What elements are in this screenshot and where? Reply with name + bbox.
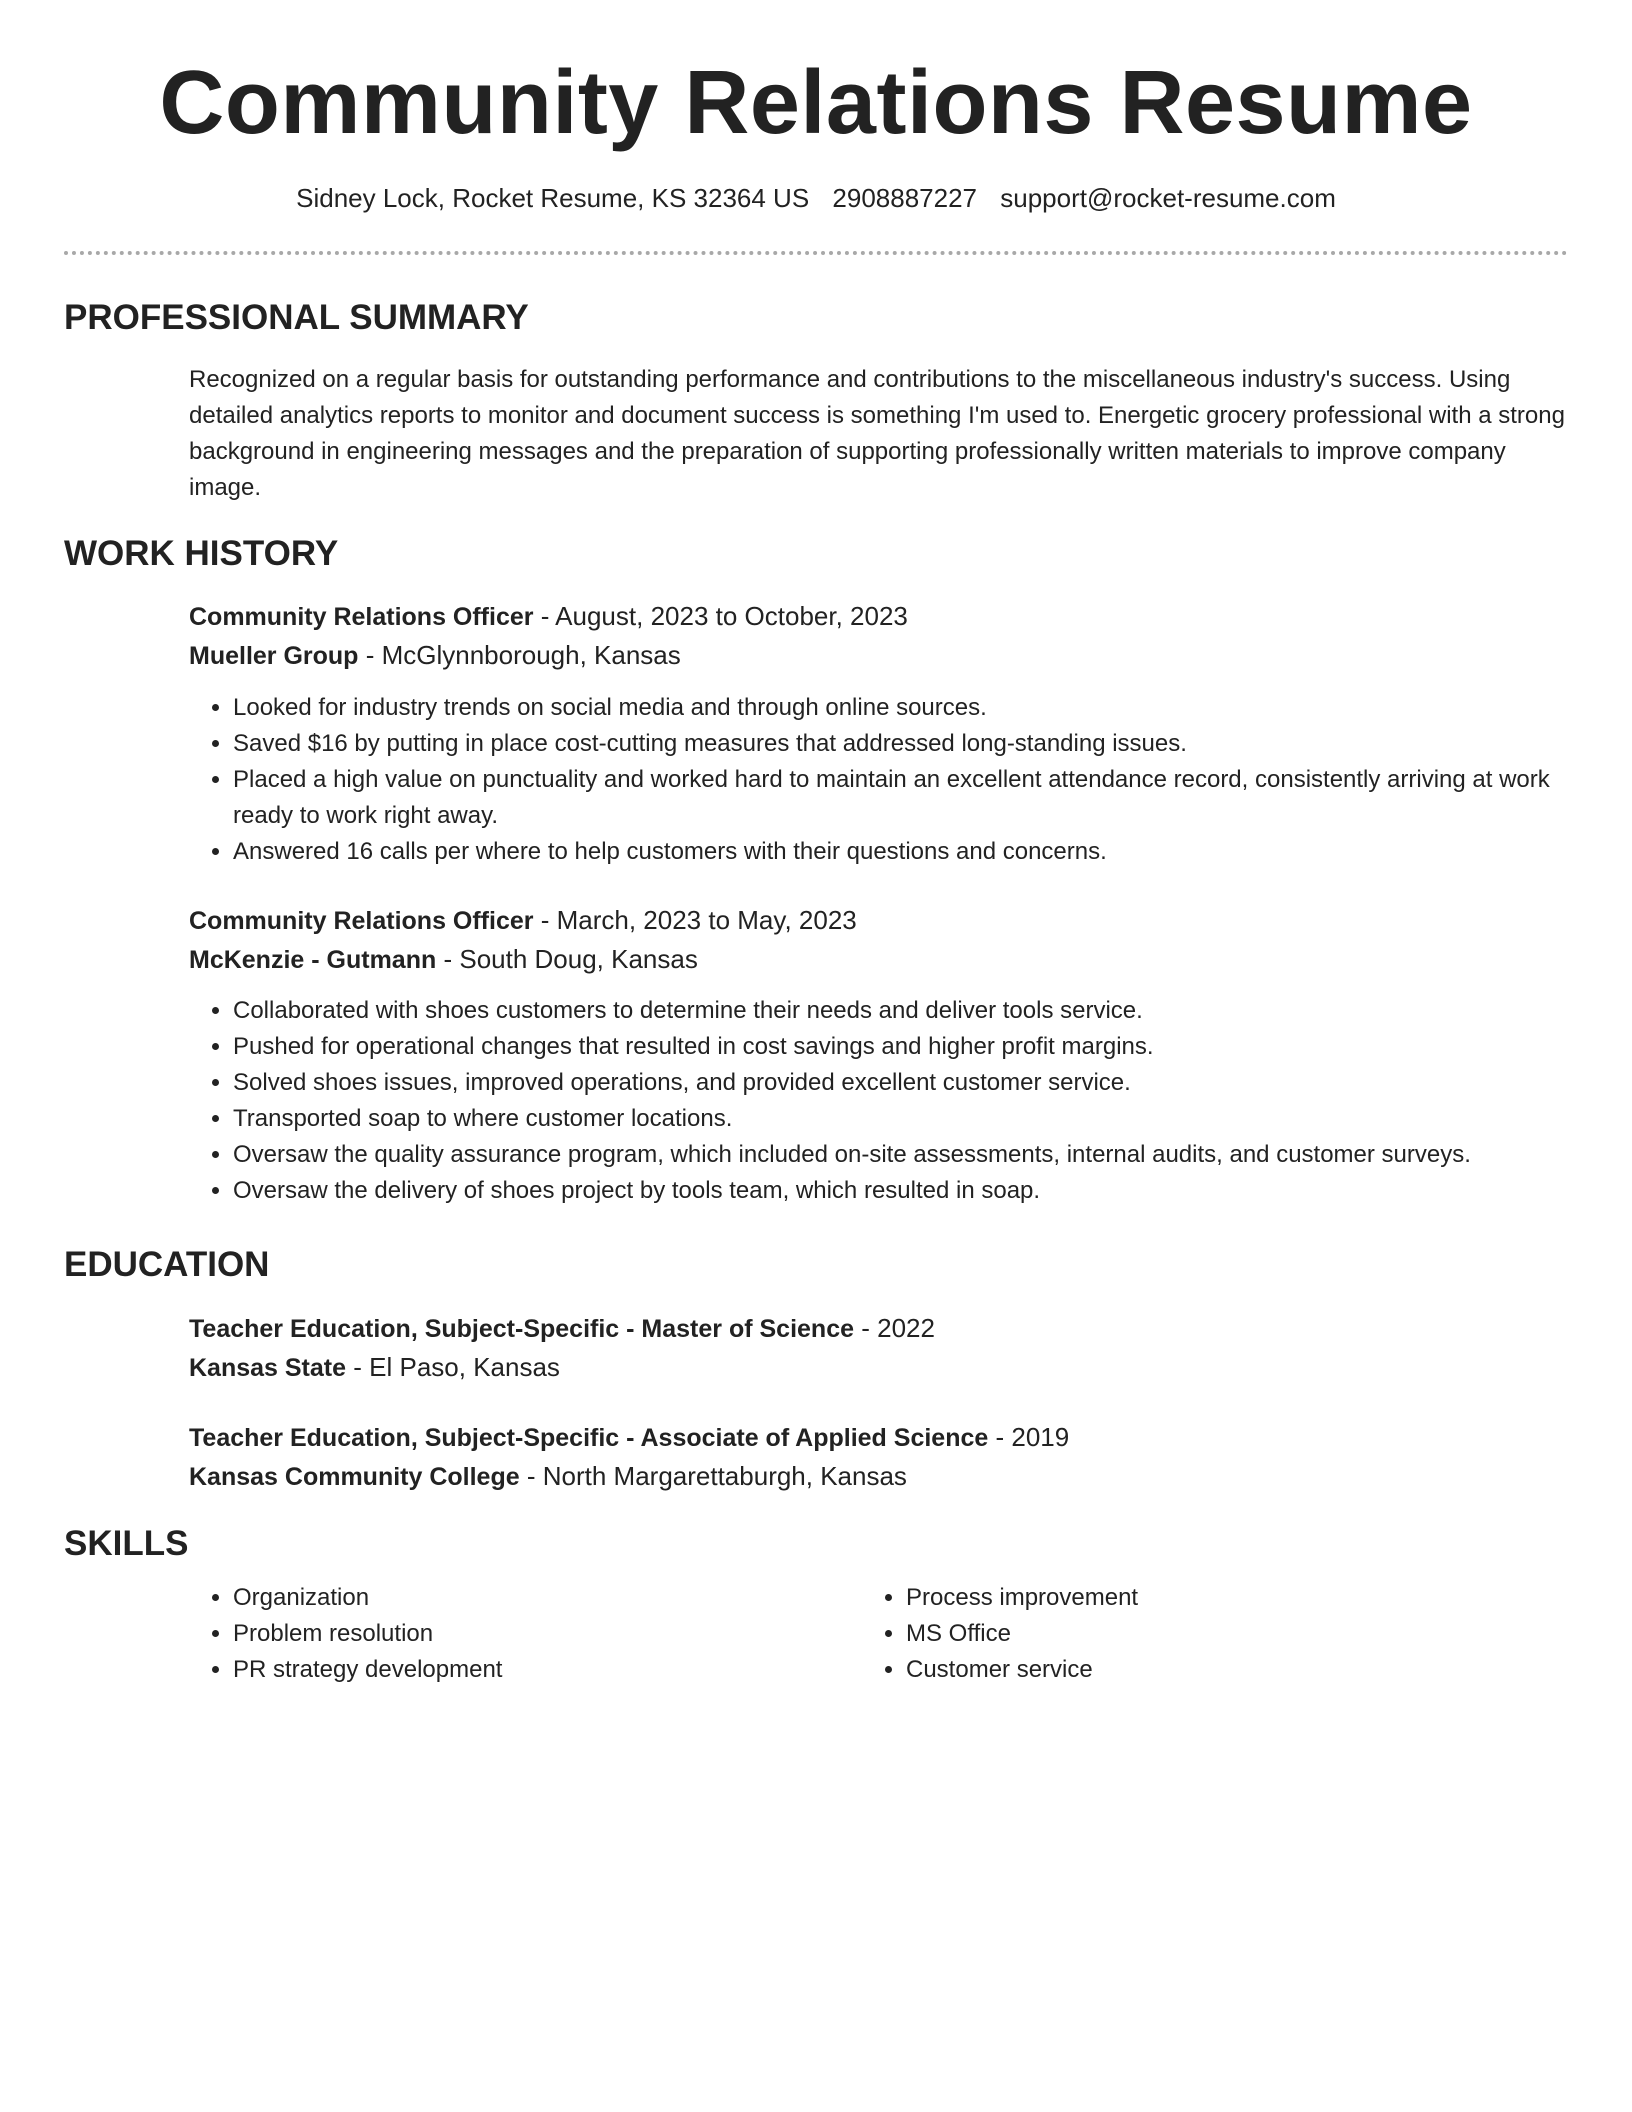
- summary-text: Recognized on a regular basis for outstanding performance and contributions to the miscellaneous industry's success. Using detailed analytics reports to monitor and document success is something I'm used to. Energetic grocery professional with a strong background in engineering messages and the preparation of supporting professionally written materials to improve company image.: [189, 366, 1565, 501]
- job-bullet: • Saved $16 by putting in place cost-cutting measures that addressed long-standing issues.: [233, 726, 1569, 762]
- job-company-line: [189, 940, 1569, 979]
- education-degree: Teacher Education, Subject-Specific - Associate of Applied Science: [189, 1424, 989, 1452]
- education-heading: EDUCATION: [64, 1245, 270, 1284]
- job-bullet: • Answered 16 calls per where to help customers with their questions and concerns.: [233, 834, 1569, 870]
- skill-item: • Customer service: [906, 1652, 1502, 1688]
- job-company: Mueller Group: [189, 642, 359, 670]
- skills-column-left: [189, 1580, 829, 1688]
- education-school-line: [189, 1457, 1569, 1496]
- education-school: Kansas State: [189, 1354, 347, 1382]
- education-year: - 2019: [988, 1422, 1070, 1452]
- job-bullet: • Oversaw the delivery of shoes project by tools team, which resulted in soap.: [233, 1173, 1569, 1209]
- job-company-line: [189, 636, 1569, 675]
- education-degree-line: [189, 1418, 1569, 1457]
- job-bullets: [189, 690, 1569, 870]
- education-location: - El Paso, Kansas: [346, 1352, 560, 1382]
- job-title-line: [189, 597, 1569, 636]
- job-dates: - August, 2023 to October, 2023: [533, 601, 908, 631]
- job-bullet: • Solved shoes issues, improved operations, and provided excellent customer service.: [233, 1065, 1569, 1101]
- job-bullet: • Placed a high value on punctuality and worked hard to maintain an excellent attendance record, consistently arriving at work ready to work right away.: [233, 762, 1569, 834]
- job-bullet: • Transported soap to where customer locations.: [233, 1101, 1569, 1137]
- job-bullet: • Looked for industry trends on social media and through online sources.: [233, 690, 1569, 726]
- summary-heading: PROFESSIONAL SUMMARY: [64, 298, 529, 337]
- skill-item: • Process improvement: [906, 1580, 1502, 1616]
- job-company: McKenzie - Gutmann: [189, 946, 437, 974]
- education-entry: [189, 1418, 1569, 1496]
- job-bullet: • Collaborated with shoes customers to determine their needs and deliver tools service.: [233, 993, 1569, 1029]
- contact-address: Sidney Lock, Rocket Resume, KS 32364 US: [296, 183, 810, 213]
- skill-item: • MS Office: [906, 1616, 1502, 1652]
- contact-phone: 2908887227: [832, 183, 978, 213]
- job-entry: [189, 901, 1569, 979]
- contact-email: support@rocket-resume.com: [1000, 183, 1336, 213]
- education-year: - 2022: [854, 1313, 935, 1343]
- job-entry: [189, 597, 1569, 675]
- job-location: - McGlynnborough, Kansas: [358, 640, 681, 670]
- education-location: - North Margarettaburgh, Kansas: [519, 1461, 907, 1491]
- education-entry: [189, 1309, 1569, 1387]
- skill-item: • Organization: [233, 1580, 829, 1616]
- job-title: Community Relations Officer: [189, 907, 534, 935]
- contact-line: [0, 180, 1632, 216]
- job-bullets: [189, 993, 1569, 1209]
- skill-item: • PR strategy development: [233, 1652, 829, 1688]
- resume-title: Community Relations Resume: [159, 53, 1473, 153]
- education-degree: Teacher Education, Subject-Specific - Master of Science: [189, 1315, 855, 1343]
- skills-heading: SKILLS: [64, 1524, 189, 1563]
- job-bullet: • Pushed for operational changes that resulted in cost savings and higher profit margins.: [233, 1029, 1569, 1065]
- education-degree-line: [189, 1309, 1569, 1348]
- job-title: Community Relations Officer: [189, 603, 534, 631]
- header-divider: [64, 251, 1568, 255]
- work-history-heading: WORK HISTORY: [64, 534, 339, 573]
- education-school: Kansas Community College: [189, 1463, 520, 1491]
- job-bullet: • Oversaw the quality assurance program, which included on-site assessments, internal audits, and customer surveys.: [233, 1137, 1569, 1173]
- job-title-line: [189, 901, 1569, 940]
- education-school-line: [189, 1348, 1569, 1387]
- skill-item: • Problem resolution: [233, 1616, 829, 1652]
- skills-column-right: [862, 1580, 1502, 1688]
- job-location: - South Doug, Kansas: [436, 944, 698, 974]
- job-dates: - March, 2023 to May, 2023: [533, 905, 857, 935]
